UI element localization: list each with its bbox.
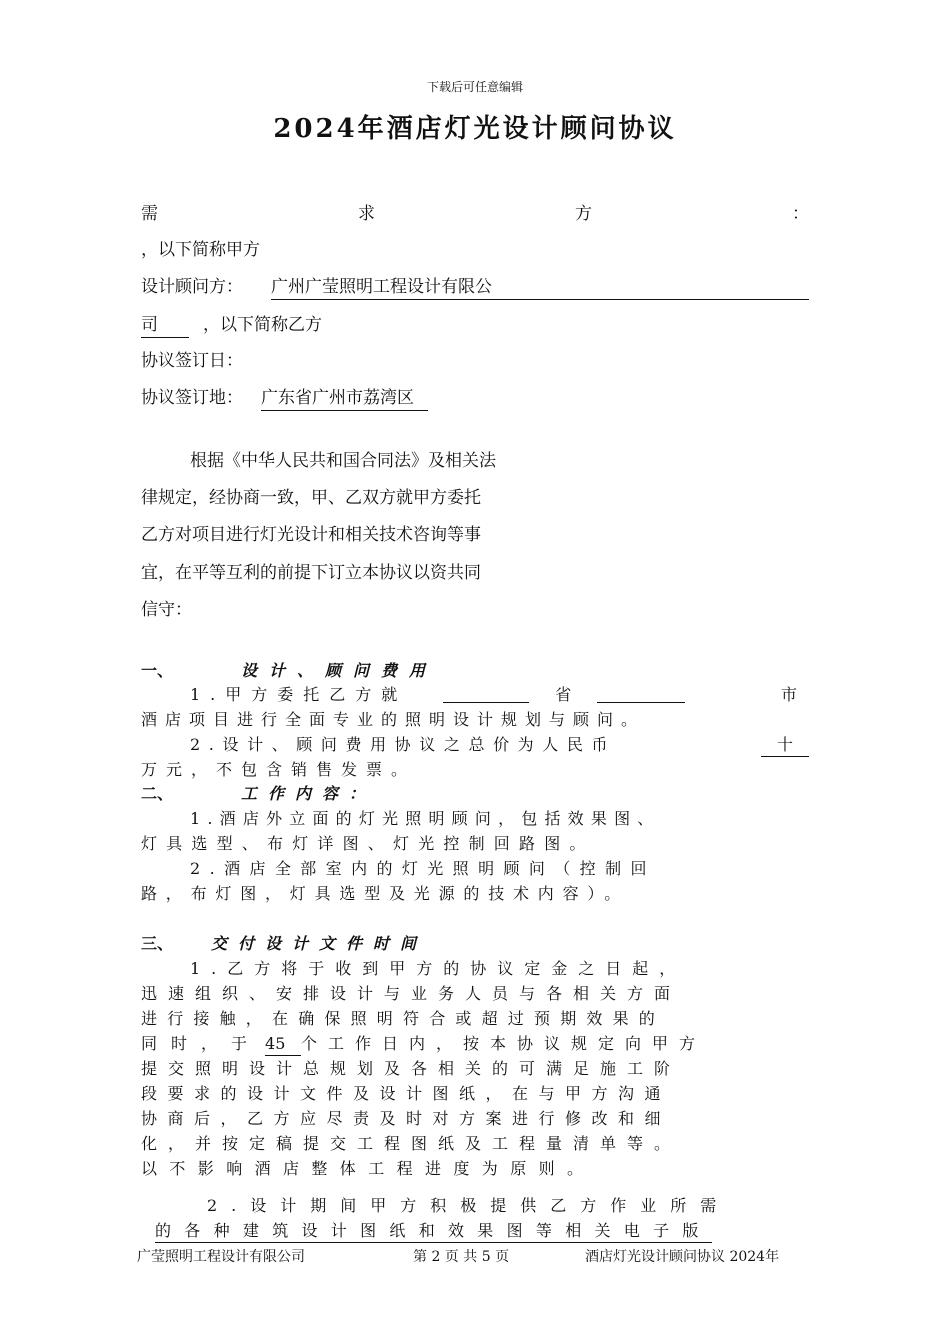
section2-line-1 <box>190 808 821 830</box>
section3-text: 迅速组织、安排设计与业务人员与各相关方面 <box>141 984 682 1003</box>
section3-line-5 <box>141 1058 797 1080</box>
section2-line-2 <box>141 833 721 855</box>
province-label: 省 <box>555 685 572 704</box>
sign-place-value: 广东省广州市荔湾区 <box>261 386 428 411</box>
preamble-text: 宜，在平等互利的前提下订立本协议以资共同 <box>141 563 481 583</box>
consultant-suffix: ，以下简称乙方 <box>203 315 322 335</box>
preamble-text: 根据《中华人民共和国合同法》及相关法 <box>190 451 496 471</box>
section1-item1-text: 1.甲方委托乙方就 <box>190 685 408 704</box>
preamble-text: 乙方对项目进行灯光设计和相关技术咨询等事 <box>141 525 481 545</box>
preamble-line-1 <box>190 449 797 473</box>
section2-title: 工作内容： <box>241 784 377 803</box>
section3-text: 1.乙方将于收到甲方的协议定金之日起， <box>190 959 687 978</box>
section3-line-2 <box>141 983 797 1005</box>
sign-place-label: 协议签订地： <box>141 388 243 408</box>
consultant-name-tail: 司 <box>141 313 189 338</box>
section3-line-3 <box>141 1008 797 1030</box>
work-days-value: 45 <box>265 1033 301 1056</box>
city-label: 市 <box>780 685 797 704</box>
demand-label: 需 求 方 ： <box>141 204 809 224</box>
preamble-text: 信守： <box>141 600 192 620</box>
consultant-line-2 <box>141 313 441 338</box>
section2-text: 2.酒店全部室内的灯光照明顾问（控制回 <box>190 859 656 878</box>
section1-text: 万元，不包含销售发票。 <box>141 760 417 779</box>
section3-text: 个工作日内，按本协议规定向甲方 <box>301 1034 707 1053</box>
section2-line-3 <box>190 858 790 880</box>
section3-line-8 <box>141 1133 797 1155</box>
consultant-line <box>141 275 809 300</box>
city-blank[interactable] <box>597 684 685 703</box>
section1-item1 <box>190 684 797 706</box>
section1-heading <box>141 660 809 682</box>
section3-text: 进行接触，在确保照明符合或超过预期效果的 <box>141 1009 666 1028</box>
section3-line-9 <box>141 1158 671 1180</box>
sign-place-line <box>141 386 641 411</box>
preamble-text: 律规定，经协商一致，甲、乙双方就甲方委托 <box>141 488 481 508</box>
preamble-line-5 <box>141 598 221 622</box>
preamble-line-2 <box>141 486 797 510</box>
demand-suffix: ，以下简称甲方 <box>141 240 260 260</box>
section1-item2-line2 <box>141 759 541 781</box>
section2-text: 路，布灯图，灯具选型及光源的技术内容）。 <box>141 884 630 903</box>
section3-line-1 <box>190 958 797 980</box>
province-blank[interactable] <box>443 684 529 703</box>
demand-party-line <box>141 202 809 226</box>
section3-text: 协商后，乙方应尽责及时对方案进行修改和细 <box>141 1109 672 1128</box>
demand-suffix-line <box>141 238 361 262</box>
section3-text: 化，并按定稿提交工程图纸及工程量清单等。 <box>141 1134 682 1153</box>
section3-text: 段要求的设计文件及设计图纸，在与甲方沟通 <box>141 1084 672 1103</box>
sign-date-line <box>141 349 341 373</box>
section3-line-4 <box>141 1033 797 1056</box>
section1-text: 酒店项目进行全面专业的照明设计规划与顾问。 <box>141 710 646 729</box>
section2-line-4 <box>141 883 797 905</box>
section3-item2-line-1 <box>207 1195 797 1217</box>
section3-number: 三、 <box>141 934 174 953</box>
section2-number: 二、 <box>141 784 174 803</box>
section2-text: 灯具选型、布灯详图、灯光控制回路图。 <box>141 834 595 853</box>
sign-date-label: 协议签订日： <box>141 351 243 371</box>
section2-text: 1.酒店外立面的灯光照明顾问，包括效果图、 <box>190 809 661 828</box>
fee-amount: 十 <box>761 734 809 757</box>
section3-text: 的各种建筑设计图纸和效果图等相关电子版 <box>155 1220 712 1243</box>
document-title: 2024年酒店灯光设计顾问协议 <box>273 114 677 144</box>
section3-line-7 <box>141 1108 797 1130</box>
section3-text: 同时，于 <box>141 1034 262 1053</box>
section3-text: 2.设计期间甲方积极提供乙方作业所需 <box>207 1196 731 1215</box>
section2-heading <box>141 783 809 805</box>
section3-heading <box>141 933 809 955</box>
section3-line-6 <box>141 1083 797 1105</box>
section1-item2 <box>190 734 809 757</box>
preamble-line-4 <box>141 561 797 585</box>
section1-item2-text: 2.设计、顾问费用协议之总价为人民币 <box>190 735 617 754</box>
header-note: 下载后可任意编辑 <box>426 80 523 94</box>
section3-text: 提交照明设计总规划及各相关的可满足施工阶 <box>141 1059 682 1078</box>
section1-title: 设计、顾问费用 <box>241 661 438 680</box>
footer-company: 广莹照明工程设计有限公司 <box>137 1249 305 1265</box>
footer-page-number: 第 2 页 共 5 页 <box>413 1249 510 1265</box>
section3-text: 以不影响酒店整体工程进度为原则。 <box>141 1159 596 1178</box>
section1-item1-line2 <box>141 709 817 731</box>
consultant-label: 设计顾问方： <box>141 277 243 297</box>
section3-item2-line-2 <box>155 1220 795 1243</box>
section1-number: 一、 <box>141 661 174 680</box>
footer-doc-title: 酒店灯光设计顾问协议 2024年 <box>585 1249 780 1265</box>
consultant-name: 广州广莹照明工程设计有限公 <box>271 275 809 300</box>
preamble-line-3 <box>141 523 797 547</box>
section3-title: 交付设计文件时间 <box>211 934 428 953</box>
